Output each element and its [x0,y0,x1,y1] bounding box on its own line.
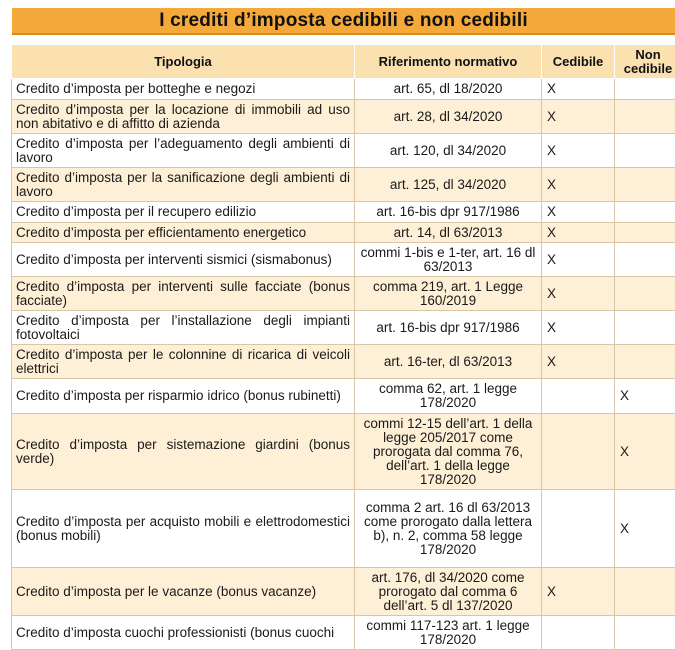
cell-non-cedibile [615,100,675,134]
cell-cedibile: X [542,243,615,277]
header-tipologia: Tipologia [12,45,355,79]
table-row [12,568,675,616]
cell-cedibile: X [542,168,615,202]
cell-non-cedibile [615,79,675,100]
cell-riferimento: comma 2 art. 16 dl 63/2013 come prorogato dalla lettera b), n. 2, comma 58 legge 178/2020 [355,490,542,568]
cell-tipologia: Credito d’imposta per interventi sismici (sismabonus) [12,243,355,277]
cell-tipologia: Credito d’imposta per interventi sulle facciate (bonus facciate) [12,277,355,311]
cell-non-cedibile: X [615,414,675,490]
cell-tipologia: Credito d’imposta per le vacanze (bonus vacanze) [12,568,355,616]
cell-riferimento: art. 176, dl 34/2020 come prorogato dal comma 6 dell’art. 5 dl 137/2020 [355,568,542,616]
cell-tipologia: Credito d’imposta cuochi professionisti (bonus cuochi [12,616,355,650]
cell-non-cedibile [615,168,675,202]
cell-cedibile [542,616,615,650]
cell-riferimento: art. 125, dl 34/2020 [355,168,542,202]
cell-non-cedibile [615,277,675,311]
cell-non-cedibile [615,243,675,277]
table-row [12,616,675,650]
cell-tipologia: Credito d’imposta per la locazione di immobili ad uso non abitativo e di affitto di azienda [12,100,355,134]
cell-riferimento: art. 28, dl 34/2020 [355,100,542,134]
cell-cedibile: X [542,79,615,100]
cell-riferimento: commi 117-123 art. 1 legge 178/2020 [355,616,542,650]
cell-riferimento: comma 62, art. 1 legge 178/2020 [355,379,542,414]
table-row [12,202,675,223]
cell-tipologia: Credito d’imposta per l’adeguamento degli ambienti di lavoro [12,134,355,168]
header-non-cedibile: Non cedibile [615,45,675,79]
table-title-bar [12,8,675,35]
cell-cedibile: X [542,100,615,134]
cell-cedibile: X [542,134,615,168]
table-row [12,490,675,568]
table-title: I crediti d’imposta cedibili e non cedibili [159,9,528,31]
cell-non-cedibile [615,568,675,616]
cell-non-cedibile [615,311,675,345]
table-row [12,345,675,379]
cell-cedibile: X [542,345,615,379]
cell-non-cedibile [615,345,675,379]
cell-tipologia: Credito d’imposta per botteghe e negozi [12,79,355,100]
table-row [12,379,675,414]
table-row [12,168,675,202]
header-riferimento: Riferimento normativo [355,45,542,79]
cell-riferimento: art. 16-bis dpr 917/1986 [355,202,542,223]
cell-cedibile: X [542,277,615,311]
cell-tipologia: Credito d’imposta per la sanificazione degli ambienti di lavoro [12,168,355,202]
cell-riferimento: commi 1-bis e 1-ter, art. 16 dl 63/2013 [355,243,542,277]
cell-cedibile: X [542,223,615,243]
cell-non-cedibile [615,223,675,243]
tax-credit-table [11,44,675,650]
table-row [12,223,675,243]
cell-tipologia: Credito d’imposta per efficientamento energetico [12,223,355,243]
cell-non-cedibile: X [615,490,675,568]
cell-non-cedibile [615,134,675,168]
cell-tipologia: Credito d’imposta per le colonnine di ricarica di veicoli elettrici [12,345,355,379]
cell-cedibile [542,379,615,414]
table-row [12,79,675,100]
cell-cedibile: X [542,202,615,223]
cell-riferimento: commi 12-15 dell’art. 1 della legge 205/2017 come prorogata dal comma 76, dell’art. 1 della legge 178/2020 [355,414,542,490]
table-header-row [12,45,675,79]
cell-riferimento: art. 65, dl 18/2020 [355,79,542,100]
cell-non-cedibile: X [615,379,675,414]
cell-tipologia: Credito d’imposta per sistemazione giardini (bonus verde) [12,414,355,490]
table-row [12,100,675,134]
table-row [12,414,675,490]
table-row [12,134,675,168]
header-cedibile: Cedibile [542,45,615,79]
cell-riferimento: art. 16-ter, dl 63/2013 [355,345,542,379]
cell-riferimento: art. 14, dl 63/2013 [355,223,542,243]
cell-tipologia: Credito d’imposta per l’installazione degli impianti fotovoltaici [12,311,355,345]
cell-non-cedibile [615,202,675,223]
cell-cedibile: X [542,311,615,345]
cell-tipologia: Credito d’imposta per il recupero edilizio [12,202,355,223]
cell-tipologia: Credito d’imposta per acquisto mobili e elettrodomestici (bonus mobili) [12,490,355,568]
cell-cedibile: X [542,568,615,616]
cell-cedibile [542,414,615,490]
cell-non-cedibile [615,616,675,650]
cell-riferimento: art. 120, dl 34/2020 [355,134,542,168]
cell-cedibile [542,490,615,568]
cell-riferimento: art. 16-bis dpr 917/1986 [355,311,542,345]
cell-tipologia: Credito d’imposta per risparmio idrico (bonus rubinetti) [12,379,355,414]
table-row [12,311,675,345]
table-row [12,277,675,311]
cell-riferimento: comma 219, art. 1 Legge 160/2019 [355,277,542,311]
table-row [12,243,675,277]
